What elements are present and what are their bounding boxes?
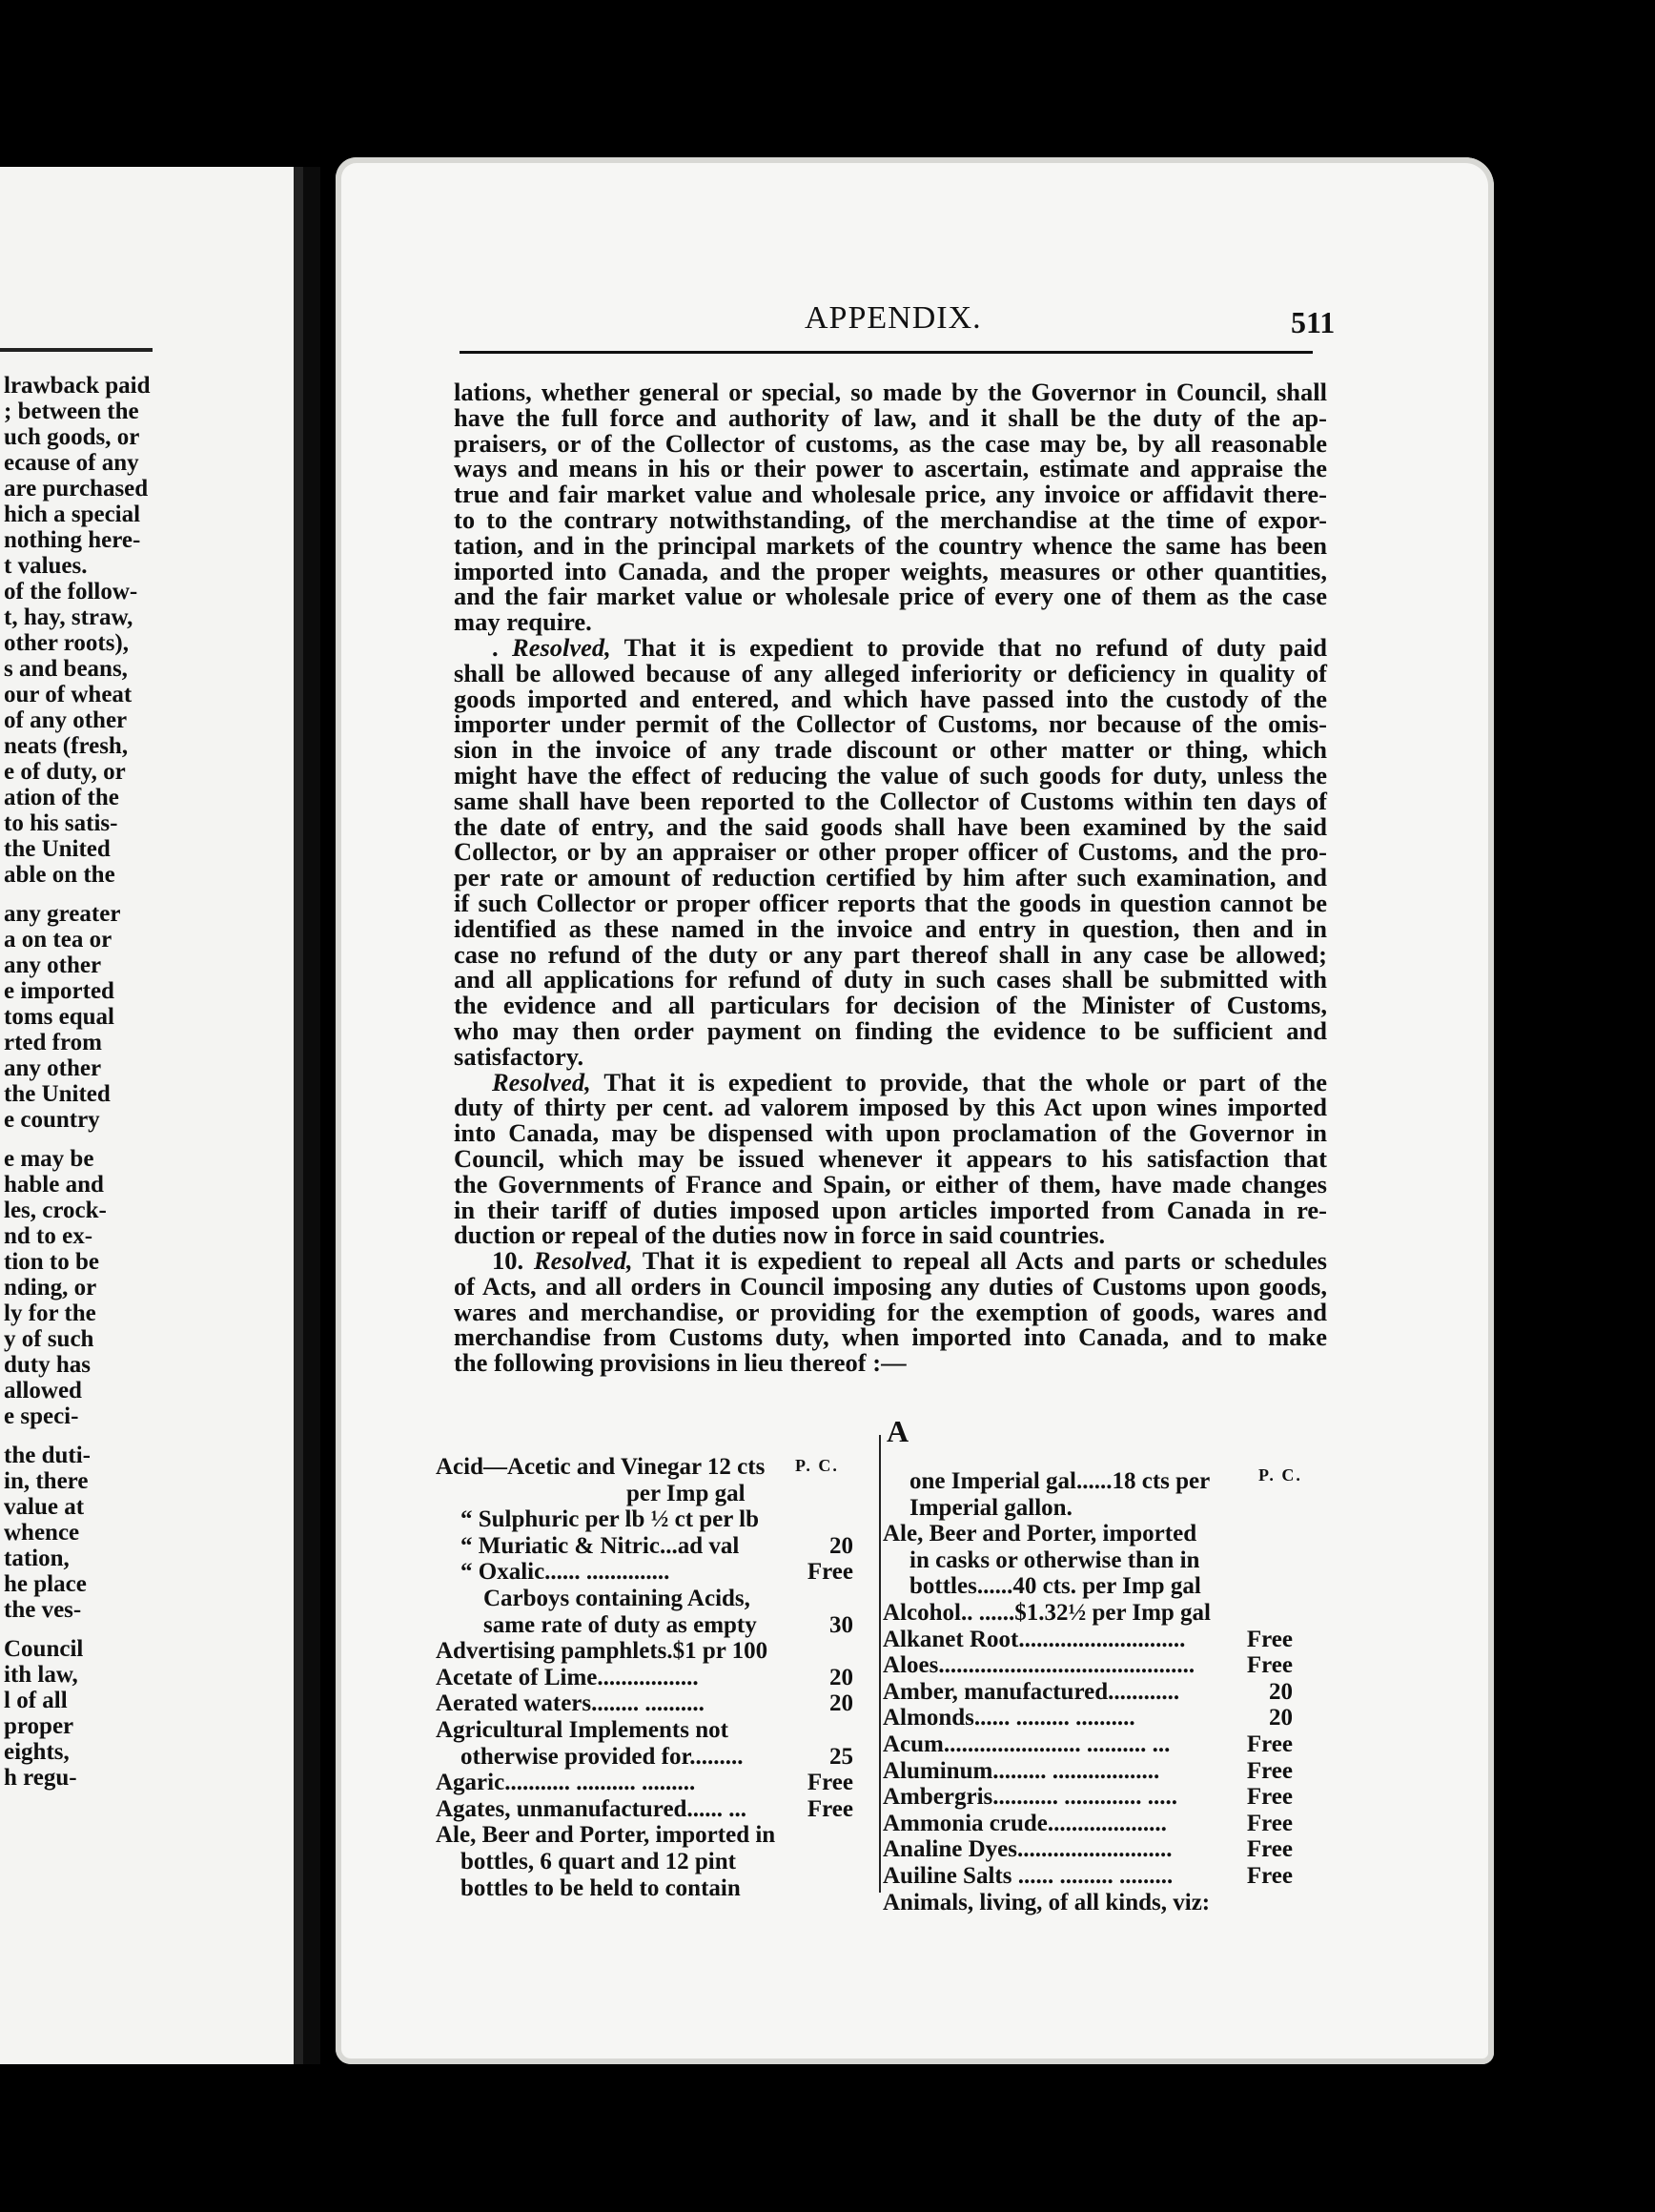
tariff-item-label: Animals, living, of all kinds, viz: [883, 1889, 1211, 1915]
tariff-row [436, 1822, 853, 1849]
body-line: duction or repeal of the duties now in force in said countries. [454, 1220, 1106, 1250]
body-line: and all applications for refund of duty in such cases shall be submitted with [454, 965, 1327, 994]
tariff-row [436, 1770, 853, 1796]
tariff-row [883, 1627, 1293, 1653]
left-page-line: other roots), [4, 630, 129, 656]
tariff-item-label: Analine Dyes.......................... [883, 1836, 1173, 1863]
body-line: the Governments of France and Spain, or either of them, have made changes [454, 1169, 1327, 1198]
tariff-row [436, 1559, 853, 1586]
left-page-line: ; between the [4, 399, 139, 424]
tariff-rate: 20 [829, 1532, 853, 1559]
left-pc-header: P. C. [795, 1456, 839, 1475]
tariff-row [883, 1468, 1293, 1495]
body-line: praisers, or of the Collector of customs, as the case may be, by all reasonable [454, 428, 1327, 458]
tariff-row [436, 1665, 853, 1691]
left-page-line: hable and [4, 1172, 104, 1198]
resolutions-body [454, 379, 1327, 1376]
book-spine [303, 167, 320, 2064]
tariff-item-label: Amber, manufactured............ [883, 1678, 1180, 1705]
body-line: shall be allowed because of any alleged inferiority or deficiency in quality of [454, 658, 1327, 687]
left-page-line: ly for the [4, 1301, 96, 1326]
tariff-rate: Free [1246, 1862, 1293, 1889]
tariff-item-label: bottles, 6 quart and 12 pint [460, 1848, 736, 1874]
left-page-line: the United [4, 836, 111, 862]
tariff-item-label: Ale, Beer and Porter, imported in [436, 1822, 776, 1849]
tariff-item-label: Acum....................... .......... ... [883, 1731, 1171, 1757]
tariff-row [436, 1796, 853, 1823]
tariff-item-label: Agaric........... .......... ......... [436, 1770, 696, 1796]
tariff-item-label: bottles to be held to contain [460, 1874, 741, 1901]
left-page-line: hich a special [4, 502, 141, 527]
left-page-line: e country [4, 1107, 100, 1133]
left-page-line: a on tea or [4, 927, 112, 952]
tariff-item-label: Acetate of Lime................. [436, 1664, 699, 1690]
left-page-line: e of duty, or [4, 759, 126, 785]
left-page-line: e imported [4, 978, 114, 1004]
left-page-line: tion to be [4, 1249, 99, 1275]
resolved-label: Resolved, [492, 1067, 591, 1096]
tariff-item-label: Agates, unmanufactured...... ... [436, 1795, 746, 1822]
body-line: to to the contrary notwithstanding, of the merchandise at the time of expor- [454, 504, 1327, 534]
left-page-line: e speci- [4, 1403, 79, 1429]
tariff-rate: Free [1246, 1652, 1293, 1679]
left-page-line: neats (fresh, [4, 733, 129, 759]
left-page-line: whence [4, 1520, 80, 1546]
left-page-line: nding, or [4, 1275, 97, 1301]
tariff-item-label: in casks or otherwise than in [909, 1546, 1200, 1573]
body-line: lations, whether general or special, so made by the Governor in Council, shall [454, 378, 1327, 406]
left-page-line: in, there [4, 1468, 89, 1494]
paragraph-lead: 10. [492, 1246, 534, 1276]
body-line: goods imported and entered, and which have passed into the custody of the [454, 684, 1327, 713]
page-511 [336, 157, 1494, 2064]
left-page-line: the United [4, 1081, 111, 1107]
previous-page-fragment [0, 167, 303, 2064]
tariff-row [883, 1495, 1293, 1522]
tariff-item-label: Imperial gallon. [909, 1494, 1073, 1521]
tariff-item-label: otherwise provided for......... [460, 1743, 744, 1770]
tariff-rate: Free [1246, 1784, 1293, 1811]
left-page-line: proper [4, 1713, 74, 1739]
left-page-line: s and beans, [4, 656, 128, 682]
body-line: may require. [454, 607, 592, 637]
column-divider [879, 1435, 881, 1893]
body-line: importer under permit of the Collector of Customs, nor because of the omis- [454, 709, 1327, 739]
body-line: if such Collector or proper officer reports that the goods in question cannot be [454, 888, 1327, 917]
tariff-row [436, 1849, 853, 1875]
left-page-line: allowed [4, 1378, 82, 1403]
tariff-row [436, 1744, 853, 1771]
body-line: Collector, or by an appraiser or other proper officer of Customs, and the pro- [454, 837, 1327, 867]
tariff-rate: Free [1246, 1810, 1293, 1836]
left-page-line: tation, [4, 1546, 70, 1571]
body-line: ways and means in his or their power to ascertain, estimate and appraise the [454, 454, 1327, 483]
tariff-row [883, 1652, 1293, 1679]
tariff-item-label: per Imp gal [626, 1480, 746, 1506]
body-line: wares and merchandise, or providing for the exemption of goods, wares and [454, 1297, 1327, 1326]
body-line: per rate or amount of reduction certified by him after such examination, and [454, 863, 1327, 892]
tariff-item-label: Ale, Beer and Porter, imported [883, 1521, 1197, 1547]
body-line: who may then order payment on finding the evidence to be sufficient and [454, 1015, 1327, 1045]
tariff-rate: 20 [1269, 1705, 1293, 1731]
tariff-item-label: Ammonia crude.................... [883, 1810, 1167, 1836]
tariff-rate: 25 [829, 1743, 853, 1770]
tariff-item-label: Aluminum......... .................. [883, 1757, 1160, 1784]
tariff-item-label: one Imperial gal......18 cts per [909, 1468, 1211, 1494]
page-number: 511 [1291, 305, 1336, 339]
tariff-item-label: Almonds...... ......... .......... [883, 1705, 1135, 1731]
tariff-rate: 20 [829, 1690, 853, 1717]
running-header-title: APPENDIX. [805, 300, 982, 336]
header-rule [460, 351, 1313, 354]
tariff-item-label: Agricultural Implements not [436, 1716, 728, 1743]
left-page-line: are purchased [4, 476, 149, 502]
body-line: the date of entry, and the said goods shall have been examined by the said [454, 811, 1327, 841]
tariff-right-column [883, 1468, 1293, 1915]
tariff-row [883, 1863, 1293, 1890]
left-page-line: any greater [4, 901, 121, 927]
tariff-item-label: “ Oxalic...... .............. [460, 1559, 670, 1586]
tariff-row [436, 1533, 853, 1560]
left-page-line: ith law, [4, 1662, 78, 1688]
tariff-item-label: Aerated waters........ .......... [436, 1690, 705, 1717]
left-page-line: t, hay, straw, [4, 604, 133, 630]
tariff-row [883, 1731, 1293, 1758]
tariff-row [883, 1811, 1293, 1837]
left-page-line: to his satis- [4, 810, 118, 836]
tariff-row [436, 1690, 853, 1717]
tariff-row [436, 1875, 853, 1902]
body-line: in their tariff of duties imposed upon articles imported from Canada in re- [454, 1195, 1327, 1224]
left-page-line: t values. [4, 553, 88, 579]
tariff-item-label: Alkanet Root............................ [883, 1626, 1186, 1652]
body-line-text: That it is expedient to repeal all Acts and parts or schedules [632, 1246, 1327, 1276]
left-page-line: of the follow- [4, 579, 138, 604]
left-page-line: he place [4, 1571, 87, 1597]
tariff-rate: 30 [829, 1611, 853, 1638]
body-line-text: That it is expedient to provide, that the whole or part of the [590, 1067, 1327, 1096]
left-page-line: l of all [4, 1688, 68, 1713]
tariff-item-label: Carboys containing Acids, [483, 1585, 750, 1611]
tariff-item-label: “ Muriatic & Nitric...ad val [460, 1532, 740, 1559]
tariff-item-label: same rate of duty as empty [483, 1611, 757, 1638]
left-page-line: able on the [4, 862, 115, 888]
body-line-text: That it is expedient to provide that no refund of duty paid [610, 632, 1328, 662]
left-page-line: nothing here- [4, 527, 141, 553]
body-line: imported into Canada, and the proper weights, measures or other quantities, [454, 556, 1327, 585]
left-page-line: Council [4, 1636, 84, 1662]
tariff-rate: Free [1246, 1626, 1293, 1652]
tariff-row [436, 1638, 853, 1665]
tariff-row [883, 1679, 1293, 1706]
tariff-row [436, 1586, 853, 1612]
tariff-item-label: Alcohol.. ......$1.32½ per Imp gal [883, 1599, 1211, 1626]
tariff-rate: Free [807, 1559, 853, 1586]
left-page-line: the ves- [4, 1597, 82, 1623]
tariff-row [436, 1717, 853, 1744]
body-line: case no refund of the duty or any part thereof shall in any case be allowed; [454, 939, 1327, 969]
tariff-item-label: Advertising pamphlets.$1 pr 100 [436, 1638, 768, 1665]
body-line: Council, which may be issued whenever it appears to his satisfaction that [454, 1143, 1327, 1173]
tariff-item-label: Auiline Salts ...... ......... ......... [883, 1862, 1174, 1889]
left-page-line: h regu- [4, 1765, 77, 1791]
tariff-rate: 20 [829, 1664, 853, 1690]
tariff-rate: 20 [1269, 1678, 1293, 1705]
tariff-item-label: “ Sulphuric per lb ½ ct per lb [460, 1506, 760, 1533]
tariff-rate: Free [1246, 1731, 1293, 1757]
body-line: might have the effect of reducing the value of such goods for duty, unless the [454, 760, 1327, 789]
tariff-rate: Free [1246, 1836, 1293, 1863]
tariff-rate: Free [807, 1795, 853, 1822]
body-line: same shall have been reported to the Collector of Customs within ten days of [454, 786, 1327, 815]
tariff-row [883, 1600, 1293, 1627]
body-line: satisfactory. [454, 1041, 584, 1071]
body-line: the evidence and all particulars for decision of the Minister of Customs, [454, 991, 1327, 1020]
tariff-row [883, 1890, 1293, 1916]
body-line: and the fair market value or wholesale price of every one of them as the case [454, 582, 1327, 611]
tariff-row [883, 1547, 1293, 1574]
left-page-line: y of such [4, 1326, 94, 1352]
left-page-line: uch goods, or [4, 424, 140, 450]
left-page-line: e may be [4, 1146, 94, 1172]
body-line [454, 1067, 1327, 1096]
tariff-row [436, 1454, 853, 1481]
left-page-line: ecause of any [4, 450, 139, 476]
tariff-row [883, 1784, 1293, 1811]
body-line: tation, and in the principal markets of the country whence the same has been [454, 530, 1327, 560]
body-line: the following provisions in lieu thereof :— [454, 1348, 907, 1378]
left-page-line: our of wheat [4, 682, 133, 707]
tariff-row [883, 1521, 1293, 1547]
tariff-item-label: Aloes........................................... [883, 1652, 1195, 1679]
tariff-row [436, 1506, 853, 1533]
tariff-row [883, 1836, 1293, 1863]
body-line: merchandise from Customs duty, when imported into Canada, and to make [454, 1322, 1327, 1352]
body-line: true and fair market value and wholesale price, any invoice or affidavit there- [454, 480, 1327, 509]
left-page-line: toms equal [4, 1004, 114, 1030]
left-page-rule [0, 348, 153, 352]
tariff-row [883, 1758, 1293, 1785]
tariff-row [436, 1612, 853, 1639]
body-line: into Canada, may be dispensed with upon proclamation of the Governor in [454, 1118, 1327, 1148]
left-page-line: duty has [4, 1352, 92, 1378]
tariff-row [436, 1481, 853, 1507]
body-line: have the full force and authority of law, and it shall be the duty of the ap- [454, 402, 1327, 432]
left-page-line: lrawback paid [4, 373, 151, 399]
left-page-line: any other [4, 1055, 102, 1081]
tariff-row [883, 1573, 1293, 1600]
body-line: of Acts, and all orders in Council imposing any duties of Customs upon goods, [454, 1271, 1327, 1301]
body-line [454, 632, 1328, 662]
left-page-line: les, crock- [4, 1198, 107, 1223]
left-page-line: rted from [4, 1030, 102, 1055]
left-page-line: ation of the [4, 785, 119, 810]
left-page-line: the duti- [4, 1443, 91, 1468]
tariff-item-label: Ambergris........... ............. ..... [883, 1784, 1177, 1811]
tariff-row [883, 1705, 1293, 1731]
left-page-line: any other [4, 952, 102, 978]
body-line [454, 1248, 1327, 1274]
tariff-item-label: bottles......40 cts. per Imp gal [909, 1573, 1201, 1600]
body-line: sion in the invoice of any trade discount or other matter or thing, which [454, 735, 1327, 765]
left-page-line: nd to ex- [4, 1223, 93, 1249]
section-letter: A [887, 1414, 909, 1448]
tariff-rate: Free [807, 1770, 853, 1796]
left-page-line: of any other [4, 707, 128, 733]
resolved-label: Resolved, [512, 632, 611, 662]
tariff-item-label: Acid—Acetic and Vinegar 12 cts [436, 1454, 766, 1480]
tariff-left-column [436, 1454, 853, 1901]
paragraph-lead: . [492, 632, 513, 662]
body-line: duty of thirty per cent. ad valorem imposed by this Act upon wines imported [454, 1093, 1327, 1122]
right-pc-header: P. C. [1258, 1465, 1302, 1485]
tariff-rate: Free [1246, 1757, 1293, 1784]
left-page-line: value at [4, 1494, 85, 1520]
resolved-label: Resolved, [533, 1246, 633, 1276]
body-line: identified as these named in the invoice and entry in question, then and in [454, 913, 1327, 943]
left-page-line: eights, [4, 1739, 70, 1765]
